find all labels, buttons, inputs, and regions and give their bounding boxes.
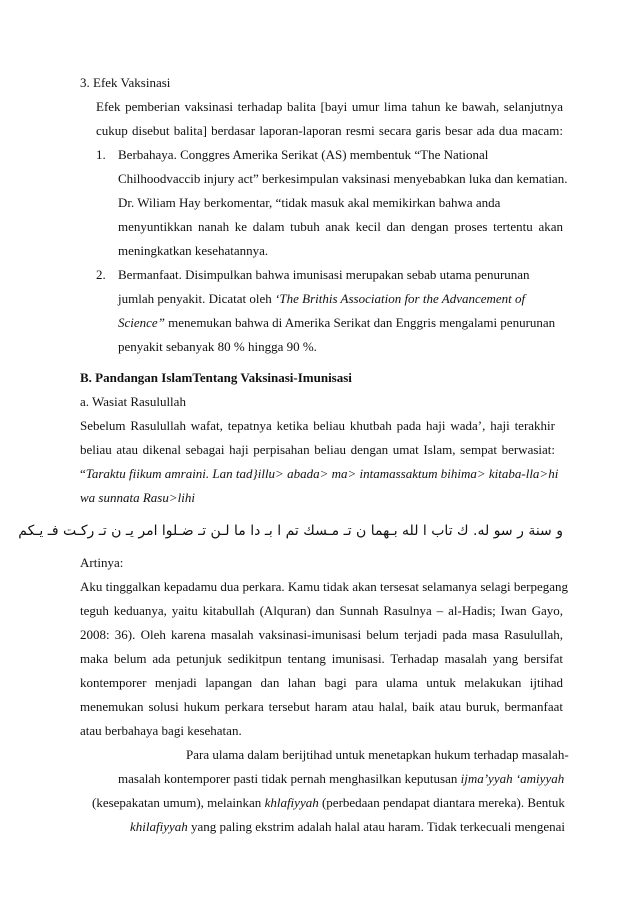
paragraph-3-line-3-text-a: (kesepakatan umum), melainkan xyxy=(92,795,265,810)
section-b-subheading: a. Wasiat Rasulullah xyxy=(80,394,186,409)
item-2-line-2-text: jumlah penyakit. Dicatat oleh xyxy=(118,291,276,306)
item-2-line-1: Bermanfaat. Disimpulkan bahwa imunisasi merupakan sebab utama penurunan xyxy=(118,267,530,282)
item-2-line-2-source-title: ‘The Brithis Association for the Advancement of xyxy=(275,291,526,306)
item-1-line-4: menyuntikkan nanah ke dalam tubuh anak kecil dan dengan proses tertentu akan xyxy=(118,219,563,234)
paragraph-2-line-6: menemukan solusi hukum perkara tersebut haram atau halal, baik atau buruk, bermanfaat xyxy=(80,699,563,714)
transliteration-line-2 xyxy=(80,490,195,506)
section-3-heading: 3. Efek Vaksinasi xyxy=(80,75,171,90)
item-2-line-3 xyxy=(118,315,563,331)
item-1-number: 1. xyxy=(96,147,106,162)
transliteration-text-2: wa sunnata Rasu>lihi xyxy=(80,490,195,505)
paragraph-2-line-2: teguh keduanya, yaitu kitabullah (Alquran) dan Sunnah Rasulnya – al-Hadis; Iwan Gayo, xyxy=(80,603,563,618)
section-3-intro-line-2: cukup disebut balita] berdasar laporan-laporan resmi secara garis besar ada dua macam: xyxy=(96,123,563,138)
term-khilafiyyah: khilafiyyah xyxy=(130,819,188,834)
paragraph-2-line-1: Aku tinggalkan kepadamu dua perkara. Kamu tidak akan tersesat selamanya selagi berpegang xyxy=(80,579,569,594)
arabic-hadith: و سنة ر سو له. ك تاب ا لله بـهما ن تـ مـسك تم ا بـ دا ما لـن تـ ضـلوا امر يـ ن تـ ركـت فـ يـكم xyxy=(18,523,563,539)
paragraph-3-line-3 xyxy=(92,795,563,811)
paragraph-3-line-4 xyxy=(130,819,566,835)
paragraph-3-line-2-text: masalah kontemporer pasti tidak pernah menghasilkan keputusan xyxy=(118,771,461,786)
transliteration-line-1 xyxy=(80,466,559,482)
artinya-label: Artinya: xyxy=(80,555,124,570)
paragraph-1-line-2: beliau atau dikenal sebagai haji perpisahan beliau dengan umat Islam, sempat berwasiat: xyxy=(80,442,555,457)
paragraph-2-line-5: kontemporer menjadi lapangan dan lahan bagi para ulama untuk melakukan ijtihad xyxy=(80,675,563,690)
item-1-line-2: Chilhoodvaccib injury act” berkesimpulan vaksinasi menyebabkan luka dan kematian. xyxy=(118,171,568,186)
item-1-line-5: meningkatkan kesehatannya. xyxy=(118,243,269,258)
paragraph-2-line-7: atau berbahaya bagi kesehatan. xyxy=(80,723,242,738)
item-2-line-4: penyakit sebanyak 80 % hingga 90 %. xyxy=(118,339,317,354)
paragraph-3-line-1: Para ulama dalam berijtihad untuk menetapkan hukum terhadap masalah- xyxy=(186,747,569,762)
item-2-line-2 xyxy=(118,291,530,307)
paragraph-2-line-4: maka belum ada petunjuk sedikitpun tentang imunisasi. Terhadap masalah yang bersifat xyxy=(80,651,563,666)
item-2-number: 2. xyxy=(96,267,106,282)
paragraph-3-line-3-text-b: (perbedaan pendapat diantara mereka). Bentuk xyxy=(318,795,565,810)
term-ijmayyah-amiyyah: ijma’yyah ‘amiyyah xyxy=(460,771,565,786)
paragraph-3-line-2 xyxy=(118,771,563,787)
section-b-heading: B. Pandangan IslamTentang Vaksinasi-Imunisasi xyxy=(80,370,352,385)
item-2-line-3-source-title: Science” xyxy=(118,315,165,330)
term-khlafiyyah: khlafiyyah xyxy=(264,795,319,810)
item-2-line-3-text: menemukan bahwa di Amerika Serikat dan Enggris mengalami penurunan xyxy=(164,315,556,330)
paragraph-1-line-1: Sebelum Rasulullah wafat, tepatnya ketika beliau khutbah pada haji wada’, haji terakhir xyxy=(80,418,555,433)
item-1-line-1: Berbahaya. Conggres Amerika Serikat (AS) membentuk “The National xyxy=(118,147,489,162)
quote-open-mark: “ xyxy=(80,466,86,481)
section-3-intro-line-1: Efek pemberian vaksinasi terhadap balita [bayi umur lima tahun ke bawah, selanjutnya xyxy=(96,99,563,114)
item-1-line-3: Dr. Wiliam Hay berkomentar, “tidak masuk akal memikirkan bahwa anda xyxy=(118,195,501,210)
transliteration-text-1: Taraktu fiikum amraini. Lan tad}illu> abada> ma> intamassaktum bihima> kitaba-lla>hi xyxy=(85,466,559,481)
paragraph-2-line-3: 2008: 36). Oleh karena masalah vaksinasi-imunisasi belum terjadi pada masa Rasulullah, xyxy=(80,627,563,642)
paragraph-3-line-4-text: yang paling ekstrim adalah halal atau haram. Tidak terkecuali mengenai xyxy=(187,819,566,834)
